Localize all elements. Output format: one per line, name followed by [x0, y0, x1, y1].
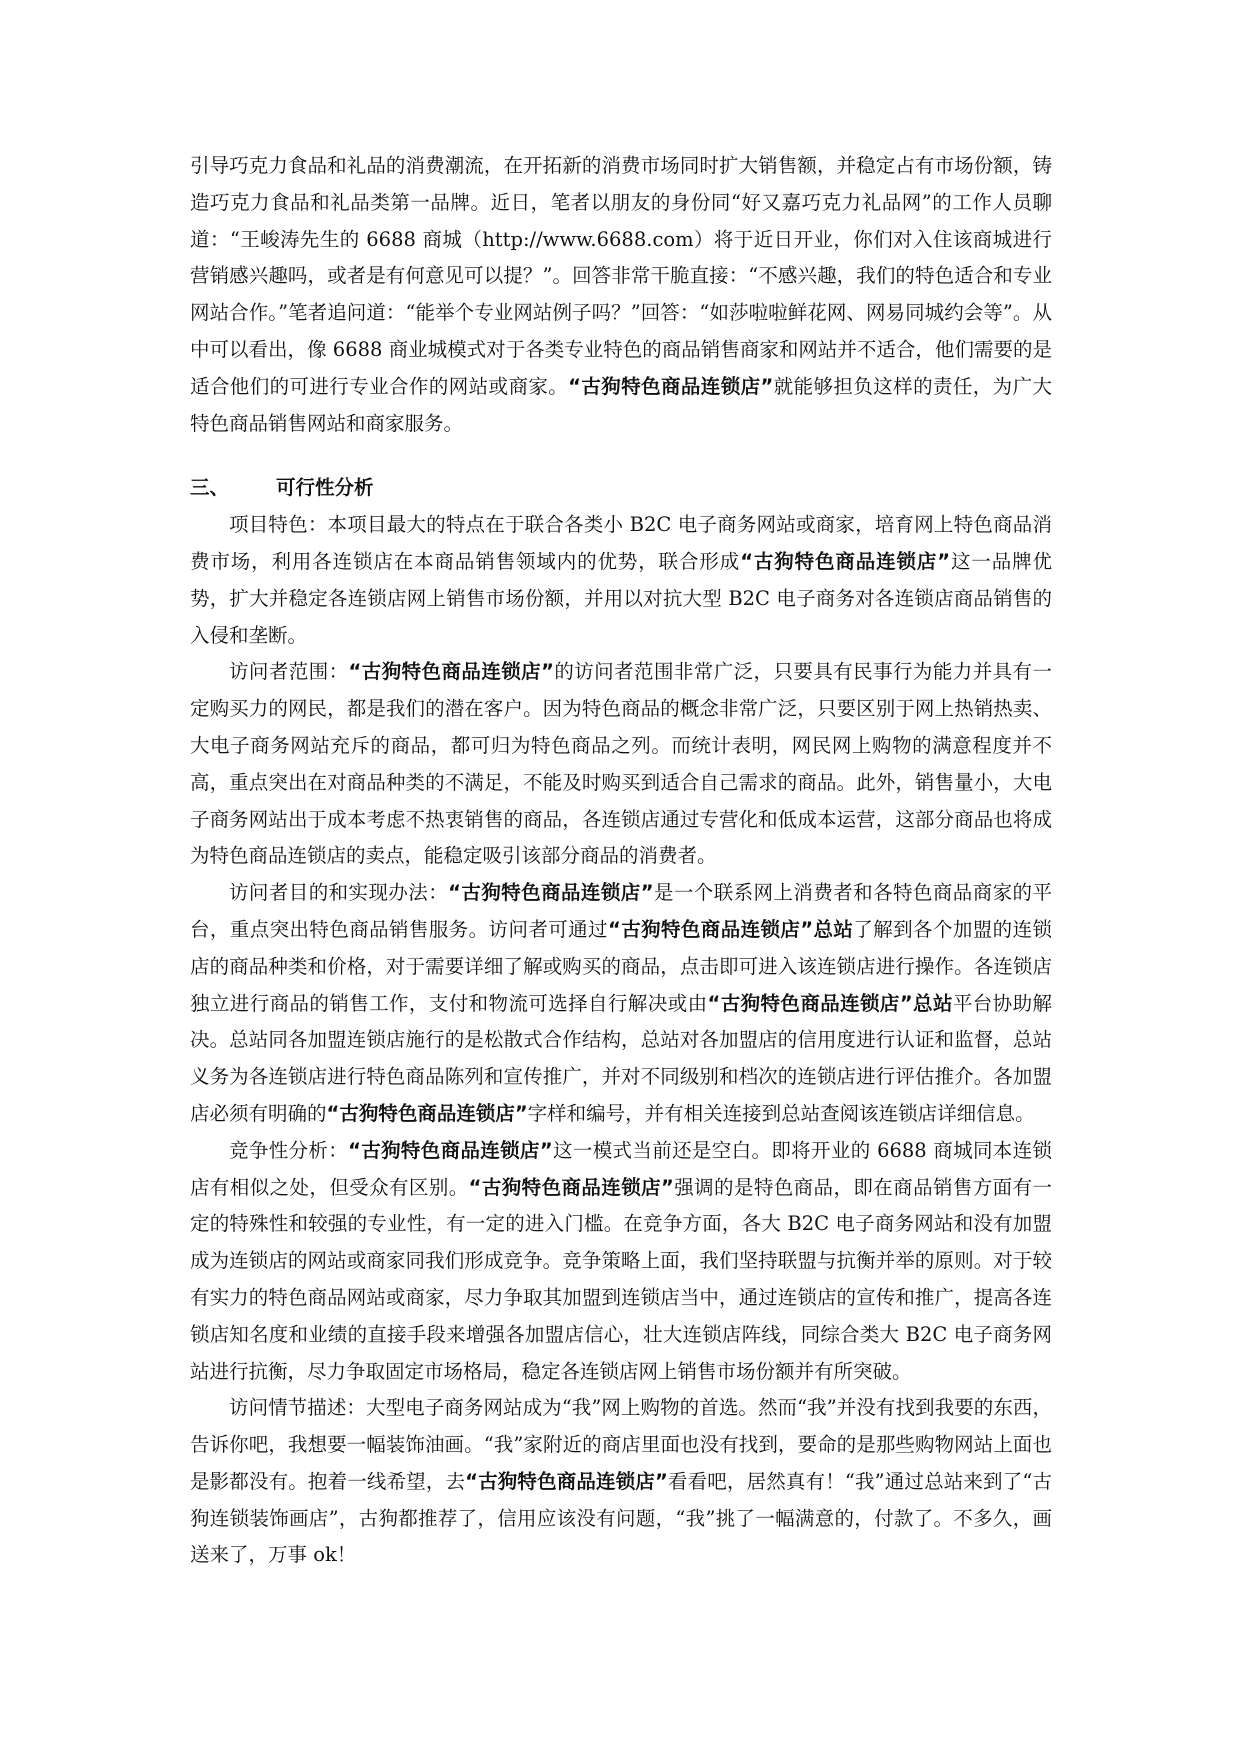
competition-text-c: 强调的是特色商品，即在商品销售方面有一定的特殊性和较强的专业性，有一定的进入门槛。在竞争方面，各大 B2C 电子商务网站和没有加盟成为连锁店的网站或商家同我们形成竞争。竞争策略上面，我们坚持联盟与抗衡并举的原则。对于较有实力的特色商品网站或商家，尽力争取其加盟到连锁店当中，通过连锁店的宣传和推广，提高各连锁店知名度和业绩的直接手段来增强各加盟店信心，壮大连锁店阵线，同综合类大 B2C 电子商务网站进行抗衡，尽力争取固定市场格局，稳定各连锁店网上销售市场份额并有所突破。: [190, 1175, 1052, 1383]
intro-text: 引导巧克力食品和礼品的消费潮流，在开拓新的消费市场同时扩大销售额，并稳定占有市场份额，铸造巧克力食品和礼品类第一品牌。近日，笔者以朋友的身份同“好又嘉巧克力礼品网”的工作人员聊道：“王峻涛先生的 6688 商城（http://www.6688.com）将于近日开业，你们对入住该商城进行营销感兴趣吗，或者是有何意见可以提？”。回答非常干脆直接：“不感兴趣，我们的特色适合和专业网站合作。”笔者追问道：“能举个专业网站例子吗？”回答：“如莎啦啦鲜花网、网易同城约会等”。从中可以看出，像 6688 商业城模式对于各类专业特色的商品销售商家和网站并不适合，他们需要的是适合他们的可进行专业合作的网站或商家。: [190, 154, 1052, 398]
scenario-brand-bold: “古狗特色商品连锁店”: [465, 1469, 668, 1493]
section-title: 可行性分析: [276, 476, 374, 500]
competition-text-b: 这一模式当前还是空白。即将开业的 6688 商城同本连锁店有相似之处，但受众有区别。: [190, 1138, 1052, 1199]
competition-text-a: 竞争性分析：: [229, 1138, 349, 1162]
purpose-text-d: 平台协助解决。总站同各加盟连锁店施行的是松散式合作结构，总站对各加盟店的信用度进行认证和监督，总站义务为各连锁店进行特色商品陈列和宣传推广，并对不同级别和档次的连锁店进行评估推介。各加盟店必须有明确的: [190, 991, 1052, 1125]
purpose-text-c: 了解到各个加盟的连锁店的商品种类和价格，对于需要详细了解或购买的商品，点击即可进入该连锁店进行操作。各连锁店独立进行商品的销售工作，支付和物流可选择自行解决或由: [190, 917, 1052, 1015]
scenario-text-b: 看看吧，居然真有！“我”通过总站来到了“古狗连锁装饰画店”，古狗都推荐了，信用应该没有问题，“我”挑了一幅满意的，付款了。不多久，画送来了，万事 ok！: [190, 1469, 1052, 1567]
purpose-brand-bold-1: “古狗特色商品连锁店”: [448, 881, 654, 905]
paragraph-visitor-scope: [190, 654, 1052, 875]
features-text-b: 这一品牌优势，扩大并稳定各连锁店网上销售市场份额，并用以对抗大型 B2C 电子商务对各连锁店商品销售的入侵和垄断。: [190, 549, 1052, 647]
purpose-text-a: 访问者目的和实现办法：: [229, 881, 449, 905]
purpose-brand-bold-2: “古狗特色商品连锁店”总站: [607, 917, 854, 941]
section-heading: [190, 470, 1052, 507]
brand-name-bold: “古狗特色商品连锁店”: [568, 374, 774, 398]
features-text-a: 项目特色：本项目最大的特点在于联合各类小 B2C 电子商务网站或商家，培育网上特色商品消费市场，利用各连锁店在本商品销售领域内的优势，联合形成: [190, 513, 1052, 573]
visitors-brand-bold: “古狗特色商品连锁店”: [348, 660, 554, 684]
section-number: 三、: [190, 476, 230, 500]
paragraph-competition: [190, 1133, 1052, 1391]
purpose-brand-bold-4: “古狗特色商品连锁店”: [326, 1101, 528, 1125]
purpose-text-e: 字样和编号，并有相关连接到总站查阅该连锁店详细信息。: [527, 1101, 1035, 1125]
intro-text-tail: 就能够担负这样的责任，为广大特色商品销售网站和商家服务。: [190, 374, 1052, 435]
competition-brand-bold-1: “古狗特色商品连锁店”: [348, 1138, 553, 1162]
intro-paragraph: [190, 148, 1052, 442]
scenario-text-a: 访问情节描述：大型电子商务网站成为“我”网上购物的首选。然而“我”并没有找到我要的东西，告诉你吧，我想要一幅装饰油画。“我”家附近的商店里面也没有找到，要命的是那些购物网站上面也是影都没有。抱着一线希望，去: [190, 1396, 1052, 1493]
paragraph-project-features: [190, 507, 1052, 654]
competition-brand-bold-2: “古狗特色商品连锁店”: [468, 1175, 674, 1199]
purpose-text-b: 是一个联系网上消费者和各特色商品商家的平台，重点突出特色商品销售服务。访问者可通过: [190, 881, 1052, 941]
visitors-text-b: 的访问者范围非常广泛，只要具有民事行为能力并具有一定购买力的网民，都是我们的潜在客户。因为特色商品的概念非常广泛，只要区别于网上热销热卖、大电子商务网站充斥的商品，都可归为特色商品之列。而统计表明，网民网上购物的满意程度并不高，重点突出在对商品种类的不满足，不能及时购买到适合自己需求的商品。此外，销售量小，大电子商务网站出于成本考虑不热衷销售的商品，各连锁店通过专营化和低成本运营，这部分商品也将成为特色商品连锁店的卖点，能稳定吸引该部分商品的消费者。: [190, 660, 1052, 868]
purpose-brand-bold-3: “古狗特色商品连锁店”总站: [707, 991, 953, 1015]
document-body: [190, 148, 1052, 1574]
paragraph-visitor-purpose: [190, 875, 1052, 1133]
visitors-text-a: 访问者范围：: [229, 660, 349, 684]
features-brand-bold: “古狗特色商品连锁店”: [740, 549, 951, 573]
paragraph-scenario: [190, 1390, 1052, 1574]
